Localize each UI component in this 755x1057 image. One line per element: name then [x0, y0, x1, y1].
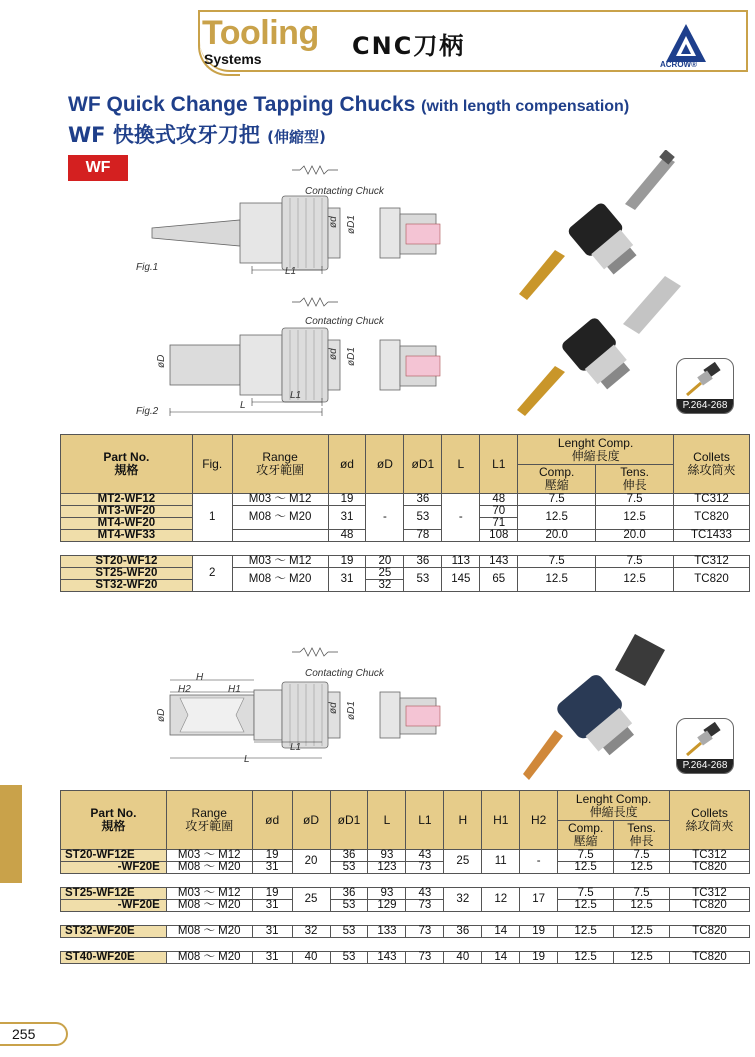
L-cell: 93 — [368, 850, 406, 862]
t2-header-compression: Comp. 壓縮 — [558, 821, 614, 850]
collet-cell: TC312 — [670, 850, 750, 862]
H-cell: 36 — [444, 926, 482, 938]
D-cell: 40 — [292, 952, 330, 964]
comp-cell: 12.5 — [558, 900, 614, 912]
L1-cell: 73 — [406, 862, 444, 874]
ref-box-1 — [676, 358, 734, 414]
L1-cell: 73 — [406, 926, 444, 938]
range-cell: M03 ～ M12 — [232, 556, 328, 568]
part-number: -WF20E — [61, 900, 167, 912]
fig3-L1-label: L1 — [290, 742, 302, 753]
range-cell: M08 ～ M20 — [166, 952, 252, 964]
t2-header-L: L — [368, 791, 406, 850]
title-english-sub: (with length compensation) — [421, 98, 630, 115]
collet-cell: TC1433 — [674, 530, 750, 542]
fig2-D1-label: øD1 — [346, 347, 357, 366]
table-row — [61, 556, 750, 568]
table-row — [61, 494, 750, 506]
L1-cell: 143 — [480, 556, 518, 568]
range-cell: M03 ～ M12 — [232, 494, 328, 506]
tens-cell: 7.5 — [614, 850, 670, 862]
fig2-contacting-chuck: Contacting Chuck — [305, 316, 384, 327]
t1-header-comp: Lenght Comp. 伸縮長度 — [518, 435, 674, 465]
D-cell: 20 — [292, 850, 330, 874]
t1-header-part: Part No. 規格 — [61, 435, 193, 494]
collet-thumbnail-icon — [677, 719, 734, 761]
collet-cell: TC820 — [670, 952, 750, 964]
t1-header-compression: Comp. 壓縮 — [518, 465, 596, 494]
part-number: ST25-WF12E — [61, 888, 167, 900]
t1-header-tension: Tens. 伸長 — [596, 465, 674, 494]
fig1-L1-label: L1 — [285, 266, 297, 277]
fig3-H-label: H — [196, 672, 204, 683]
fig2-label: Fig.2 — [136, 406, 159, 417]
d-cell: 19 — [328, 494, 366, 506]
comp-cell: 7.5 — [518, 556, 596, 568]
comp-cell: 12.5 — [558, 862, 614, 874]
part-number: ST25-WF20 — [61, 568, 193, 580]
t2-header-L1: L1 — [406, 791, 444, 850]
part-number: ST32-WF20 — [61, 580, 193, 592]
D1-cell: 53 — [330, 862, 368, 874]
H2-cell: 17 — [520, 888, 558, 912]
d-cell: 48 — [328, 530, 366, 542]
L-cell: 129 — [368, 900, 406, 912]
title-chinese-main: WF 快換式攻牙刀把 — [68, 123, 260, 147]
comp-cell: 12.5 — [558, 926, 614, 938]
t1-header-L: L — [442, 435, 480, 494]
D1-cell: 36 — [404, 494, 442, 506]
ref-page-1: P.264-268 — [677, 399, 733, 413]
t1-header-L1: L1 — [480, 435, 518, 494]
fig3-D1-label: øD1 — [346, 701, 357, 720]
page-number: 255 — [0, 1022, 68, 1046]
spec-table-2 — [60, 790, 750, 964]
table-row — [61, 900, 750, 912]
table-row — [61, 506, 750, 518]
collet-cell: TC820 — [674, 568, 750, 592]
ref-page-2: P.264-268 — [677, 759, 733, 773]
L-cell: 93 — [368, 888, 406, 900]
L-cell: 143 — [368, 952, 406, 964]
D-cell: 25 — [292, 888, 330, 912]
st-e-chuck-photo — [515, 630, 695, 785]
collet-cell: TC820 — [670, 900, 750, 912]
D1-cell: 53 — [404, 506, 442, 530]
part-number: ST20-WF12 — [61, 556, 193, 568]
L1-cell: 73 — [406, 900, 444, 912]
H1-cell: 14 — [482, 926, 520, 938]
table-spacer — [61, 874, 750, 888]
category-title: CNC刀柄 — [352, 32, 466, 60]
comp-cell: 12.5 — [518, 568, 596, 592]
H-cell: 40 — [444, 952, 482, 964]
st-chuck-photo — [515, 270, 695, 420]
t2-header-d: ød — [252, 791, 292, 850]
fig2-D-label: øD — [156, 354, 167, 368]
table-row — [61, 888, 750, 900]
t2-header-range: Range 攻牙範圍 — [166, 791, 252, 850]
table-spacer — [61, 912, 750, 926]
tens-cell: 12.5 — [614, 926, 670, 938]
t2-header-tension: Tens. 伸長 — [614, 821, 670, 850]
tens-cell: 7.5 — [596, 556, 674, 568]
L-cell: 145 — [442, 568, 480, 592]
H2-cell: 19 — [520, 926, 558, 938]
part-number: MT4-WF33 — [61, 530, 193, 542]
t2-header-comp: Lenght Comp. 伸縮長度 — [558, 791, 670, 821]
table-spacer — [61, 542, 750, 556]
range-cell — [232, 530, 328, 542]
table-spacer — [61, 938, 750, 952]
D-cell: 20 — [366, 556, 404, 568]
table-row — [61, 952, 750, 964]
fig1-label: Fig.1 — [136, 262, 159, 273]
range-cell: M08 ～ M20 — [166, 862, 252, 874]
table-row — [61, 862, 750, 874]
collet-cell: TC820 — [670, 926, 750, 938]
t2-header-H2: H2 — [520, 791, 558, 850]
L-cell: 133 — [368, 926, 406, 938]
title-english-main: WF Quick Change Tapping Chucks — [68, 93, 416, 116]
fig3-d-label: ød — [328, 702, 339, 714]
D1-cell: 53 — [330, 926, 368, 938]
H2-cell: 19 — [520, 952, 558, 964]
d-cell: 31 — [252, 900, 292, 912]
D1-cell: 78 — [404, 530, 442, 542]
fig1-D1-label: øD1 — [346, 215, 357, 234]
acrow-logo-text: ACROW® — [660, 60, 697, 69]
L1-cell: 43 — [406, 850, 444, 862]
t1-header-range: Range 攻牙範圍 — [232, 435, 328, 494]
tens-cell: 12.5 — [596, 506, 674, 530]
t1-header-fig: Fig. — [192, 435, 232, 494]
t2-header-collets: Collets 絲攻筒夾 — [670, 791, 750, 850]
range-cell: M03 ～ M12 — [166, 888, 252, 900]
L1-cell: 48 — [480, 494, 518, 506]
part-number: MT4-WF20 — [61, 518, 193, 530]
ref-box-2 — [676, 718, 734, 774]
fig3-D-label: øD — [156, 708, 167, 722]
collet-cell: TC820 — [670, 862, 750, 874]
t2-header-part: Part No. 規格 — [61, 791, 167, 850]
part-number: ST32-WF20E — [61, 926, 167, 938]
L-cell: 123 — [368, 862, 406, 874]
fig3-diagram — [140, 640, 470, 770]
table-row — [61, 530, 750, 542]
range-cell: M08 ～ M20 — [166, 900, 252, 912]
range-cell: M03 ～ M12 — [166, 850, 252, 862]
t2-header-H1: H1 — [482, 791, 520, 850]
fig3-L-label: L — [244, 754, 250, 765]
collet-thumbnail-icon — [677, 359, 734, 401]
t2-header-H: H — [444, 791, 482, 850]
comp-cell: 12.5 — [518, 506, 596, 530]
d-cell: 31 — [252, 952, 292, 964]
H1-cell: 11 — [482, 850, 520, 874]
d-cell: 31 — [328, 506, 366, 530]
t2-header-D1: øD1 — [330, 791, 368, 850]
d-cell: 19 — [252, 888, 292, 900]
comp-cell: 7.5 — [518, 494, 596, 506]
collet-cell: TC312 — [670, 888, 750, 900]
range-cell: M08 ～ M20 — [166, 926, 252, 938]
fig1-diagram — [140, 158, 470, 288]
title-chinese-sub: (伸縮型) — [267, 128, 326, 146]
title-chinese — [68, 119, 326, 149]
d-cell: 19 — [328, 556, 366, 568]
collet-cell: TC312 — [674, 556, 750, 568]
L1-cell: 43 — [406, 888, 444, 900]
t1-header-collets: Collets 絲攻筒夾 — [674, 435, 750, 494]
brand-systems: Systems — [204, 51, 262, 67]
t2-header-D: øD — [292, 791, 330, 850]
d-cell: 31 — [328, 568, 366, 592]
wf-badge: WF — [68, 155, 128, 181]
D1-cell: 53 — [330, 900, 368, 912]
fig1-d-label: ød — [328, 216, 339, 228]
D1-cell: 36 — [404, 556, 442, 568]
fig3-contacting-chuck: Contacting Chuck — [305, 668, 384, 679]
tens-cell: 7.5 — [596, 494, 674, 506]
L1-cell: 71 — [480, 518, 518, 530]
collet-cell: TC312 — [674, 494, 750, 506]
tens-cell: 12.5 — [614, 862, 670, 874]
H-cell: 32 — [444, 888, 482, 912]
fig3-H1-label: H1 — [228, 684, 241, 695]
range-cell: M08 ～ M20 — [232, 568, 328, 592]
d-cell: 19 — [252, 850, 292, 862]
tens-cell: 12.5 — [614, 900, 670, 912]
D-cell: 25 — [366, 568, 404, 580]
t1-header-d: ød — [328, 435, 366, 494]
side-tab — [0, 785, 22, 883]
table-row — [61, 568, 750, 580]
D1-cell: 53 — [404, 568, 442, 592]
D1-cell: 36 — [330, 850, 368, 862]
L-cell: - — [442, 494, 480, 542]
D-cell: - — [366, 494, 404, 542]
title-english — [68, 93, 629, 117]
L1-cell: 108 — [480, 530, 518, 542]
d-cell: 31 — [252, 862, 292, 874]
fig-cell: 1 — [192, 494, 232, 542]
d-cell: 31 — [252, 926, 292, 938]
fig2-L1-label: L1 — [290, 390, 302, 401]
tens-cell: 20.0 — [596, 530, 674, 542]
L-cell: 113 — [442, 556, 480, 568]
tens-cell: 12.5 — [614, 952, 670, 964]
D-cell: 32 — [366, 580, 404, 592]
comp-cell: 7.5 — [558, 888, 614, 900]
L1-cell: 73 — [406, 952, 444, 964]
L1-cell: 65 — [480, 568, 518, 592]
collet-cell: TC820 — [674, 506, 750, 530]
t1-header-D1: øD1 — [404, 435, 442, 494]
comp-cell: 20.0 — [518, 530, 596, 542]
part-number: MT3-WF20 — [61, 506, 193, 518]
part-number: MT2-WF12 — [61, 494, 193, 506]
H1-cell: 12 — [482, 888, 520, 912]
H2-cell: - — [520, 850, 558, 874]
H1-cell: 14 — [482, 952, 520, 964]
table-row — [61, 850, 750, 862]
spec-table-1 — [60, 434, 750, 592]
part-number: -WF20E — [61, 862, 167, 874]
tens-cell: 12.5 — [596, 568, 674, 592]
brand-tooling: Tooling — [202, 14, 319, 52]
fig2-d-label: ød — [328, 348, 339, 360]
D1-cell: 36 — [330, 888, 368, 900]
comp-cell: 12.5 — [558, 952, 614, 964]
fig3-H2-label: H2 — [178, 684, 191, 695]
fig2-L-label: L — [240, 400, 246, 411]
part-number: ST40-WF20E — [61, 952, 167, 964]
H-cell: 25 — [444, 850, 482, 874]
part-number: ST20-WF12E — [61, 850, 167, 862]
table-row — [61, 926, 750, 938]
L1-cell: 70 — [480, 506, 518, 518]
fig-cell: 2 — [192, 556, 232, 592]
fig1-contacting-chuck: Contacting Chuck — [305, 186, 384, 197]
range-cell: M08 ～ M20 — [232, 506, 328, 530]
D-cell: 32 — [292, 926, 330, 938]
fig2-diagram — [140, 290, 470, 420]
t1-header-D: øD — [366, 435, 404, 494]
comp-cell: 7.5 — [558, 850, 614, 862]
D1-cell: 53 — [330, 952, 368, 964]
tens-cell: 7.5 — [614, 888, 670, 900]
